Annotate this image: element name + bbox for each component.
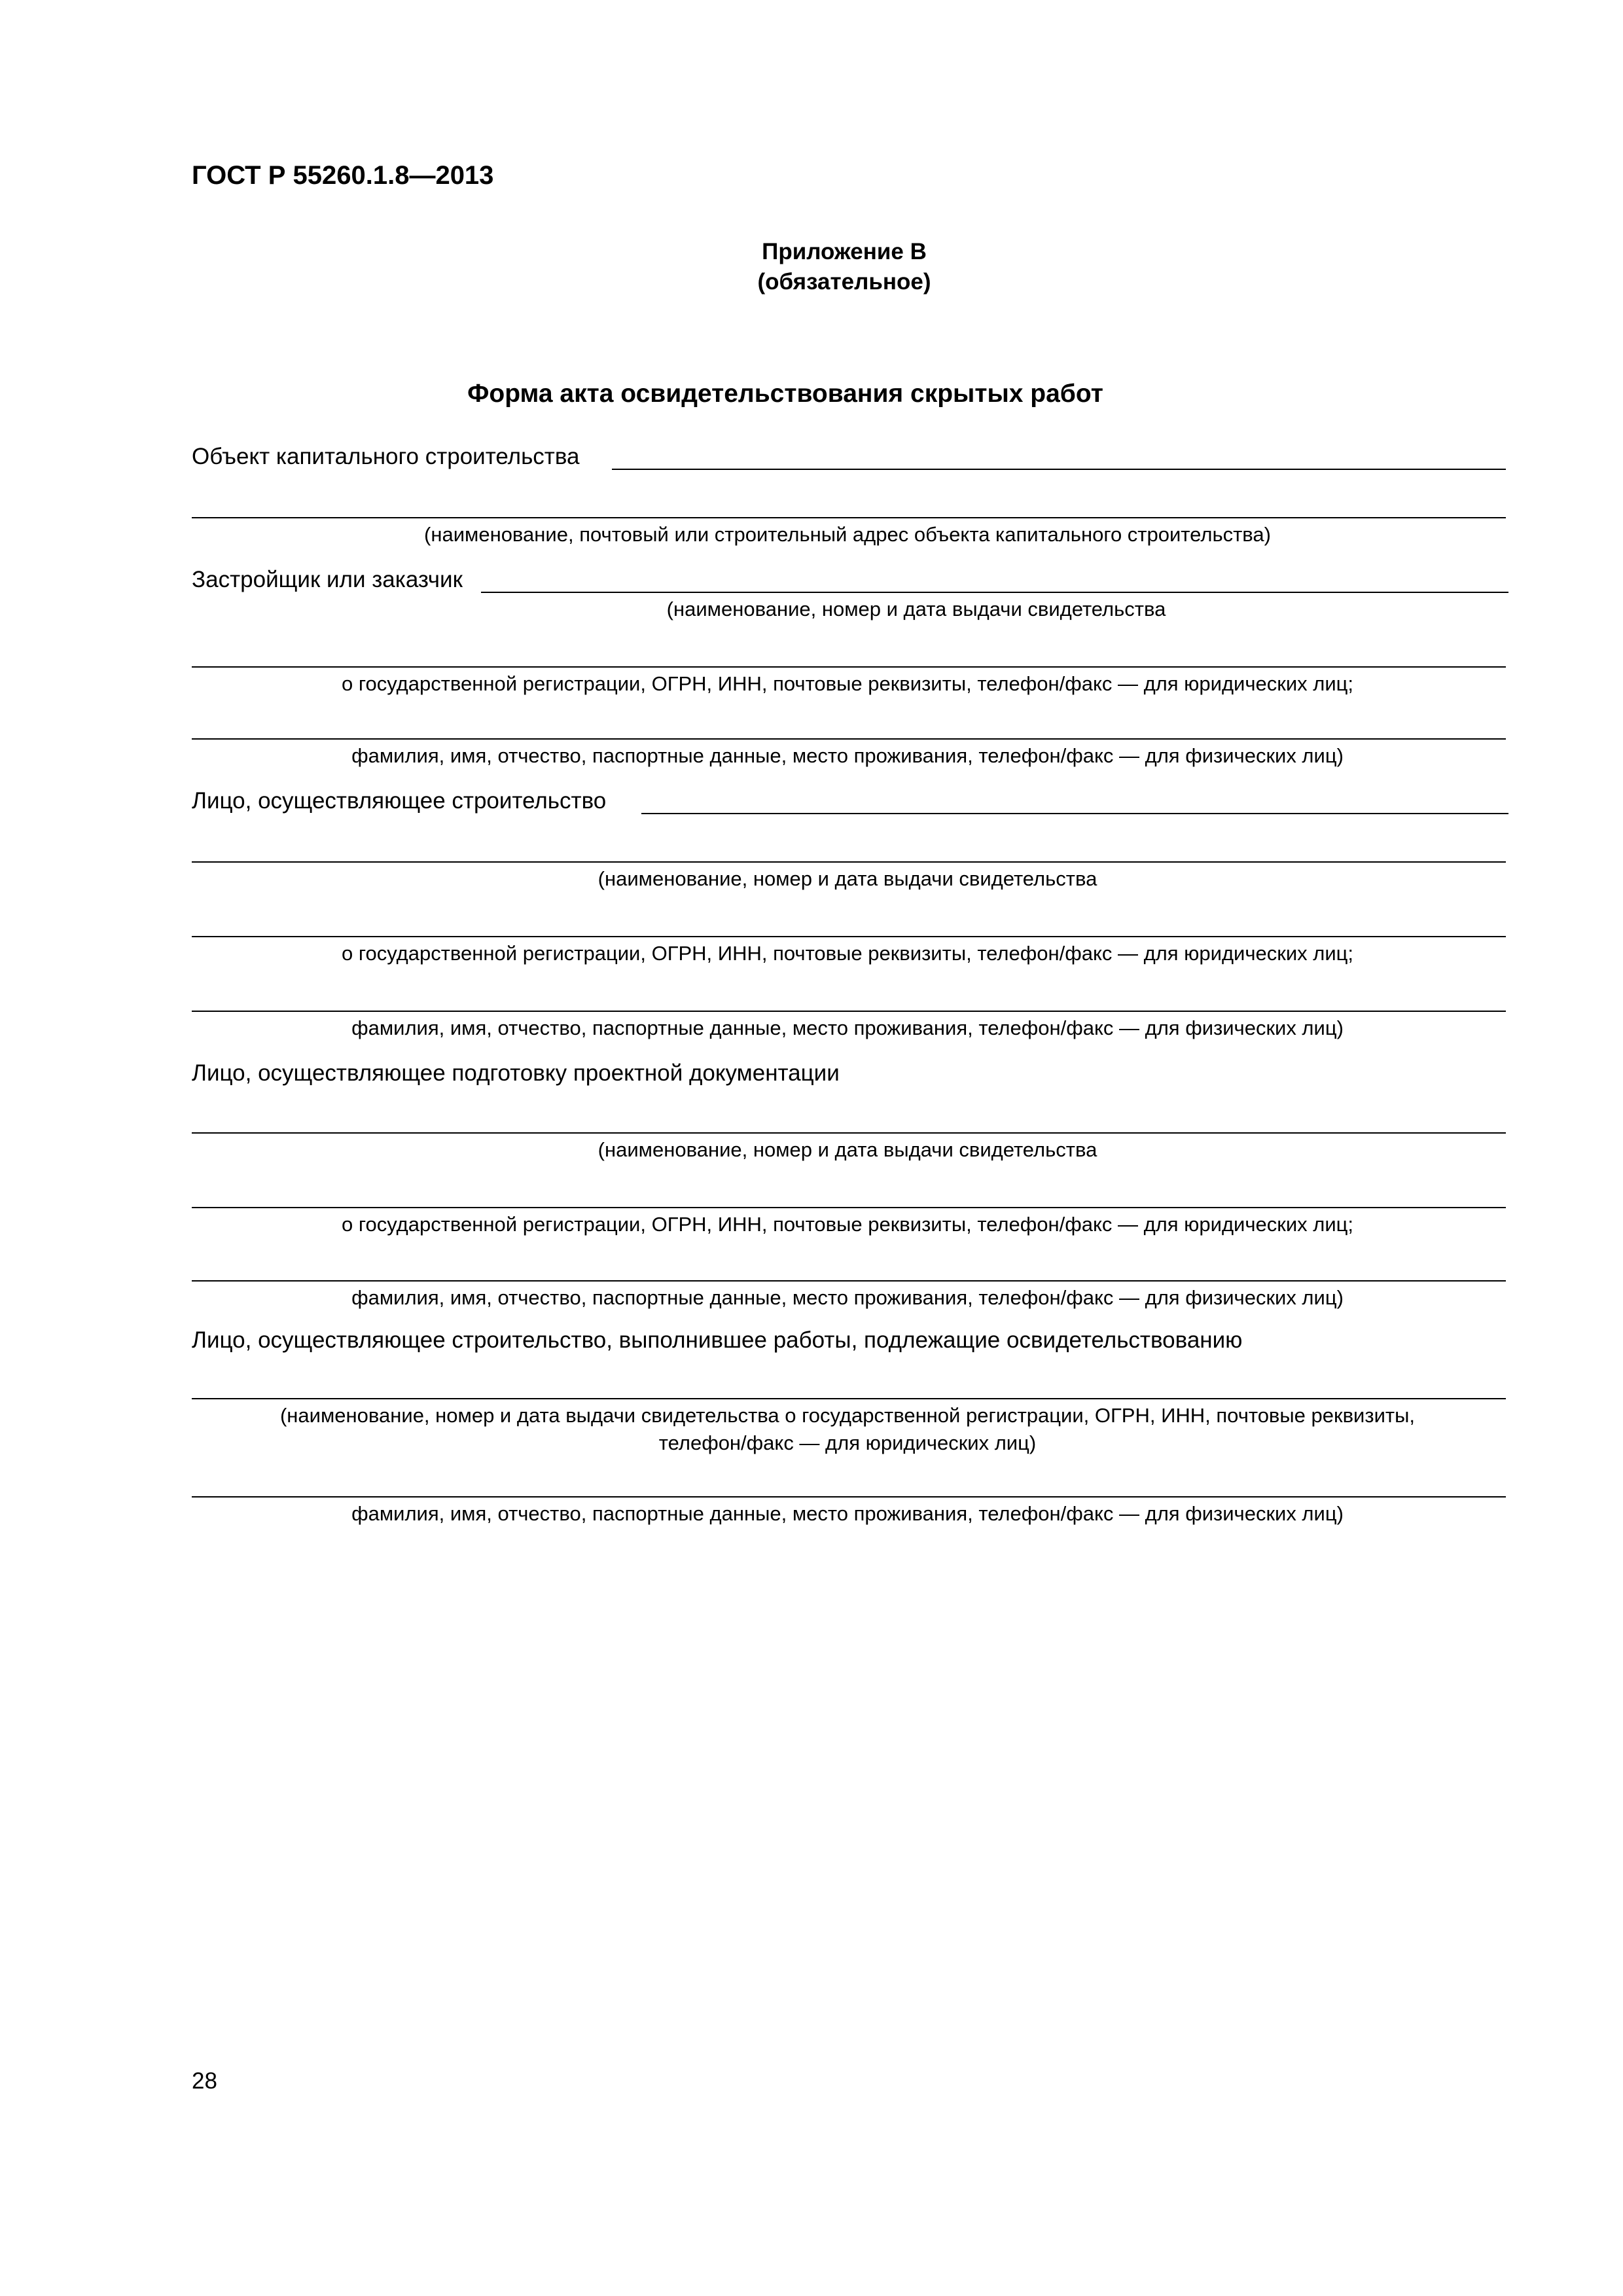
contractor-input-line-2[interactable] (192, 1496, 1506, 1498)
object-input-line-2[interactable] (192, 517, 1506, 518)
developer-input-line-2[interactable] (192, 666, 1506, 668)
designer-input-line-3[interactable] (192, 1280, 1506, 1282)
builder-label: Лицо, осуществляющее строительство (192, 788, 607, 814)
builder-input-line-3[interactable] (192, 936, 1506, 937)
object-label: Объект капитального строительства (192, 444, 580, 469)
contractor-label: Лицо, осуществляющее строительство, выполнившее работы, подлежащие освидетельствованию (192, 1327, 1243, 1353)
builder-caption-2: о государственной регистрации, ОГРН, ИНН, почтовые реквизиты, телефон/факс — для юридических лиц; (341, 942, 1354, 965)
page-number: 28 (192, 2068, 217, 2094)
developer-caption-3: фамилия, имя, отчество, паспортные данные, место проживания, телефон/факс — для физических лиц) (351, 744, 1344, 767)
appendix-heading (0, 237, 1623, 297)
designer-caption-1: (наименование, номер и дата выдачи свидетельства (597, 1138, 1097, 1161)
builder-input-line-2[interactable] (192, 861, 1506, 863)
appendix-title: Приложение В (762, 239, 927, 264)
designer-input-line[interactable] (192, 1132, 1506, 1134)
contractor-input-line[interactable] (192, 1398, 1506, 1399)
developer-input-line[interactable] (481, 592, 1508, 593)
developer-input-line-3[interactable] (192, 738, 1506, 740)
designer-caption-3: фамилия, имя, отчество, паспортные данные, место проживания, телефон/факс — для физических лиц) (351, 1286, 1344, 1309)
contractor-caption-1b: телефон/факс — для юридических лиц) (658, 1431, 1037, 1454)
builder-caption-3: фамилия, имя, отчество, паспортные данные, место проживания, телефон/факс — для физических лиц) (351, 1016, 1344, 1039)
appendix-status: (обязательное) (757, 269, 931, 295)
developer-caption-1: (наименование, номер и дата выдачи свидетельства (666, 598, 1166, 620)
developer-label: Застройщик или заказчик (192, 567, 463, 592)
designer-input-line-2[interactable] (192, 1207, 1506, 1208)
object-input-line[interactable] (612, 469, 1506, 470)
designer-label: Лицо, осуществляющее подготовку проектной документации (192, 1060, 840, 1086)
builder-input-line[interactable] (641, 813, 1508, 814)
contractor-caption-1 (192, 1402, 1503, 1457)
developer-caption-2: о государственной регистрации, ОГРН, ИНН, почтовые реквизиты, телефон/факс — для юридических лиц; (341, 672, 1354, 695)
contractor-caption-2: фамилия, имя, отчество, паспортные данные, место проживания, телефон/факс — для физических лиц) (351, 1502, 1344, 1525)
standard-code: ГОСТ Р 55260.1.8—2013 (192, 161, 494, 190)
contractor-caption-1a: (наименование, номер и дата выдачи свидетельства о государственной регистрации, ОГРН, ИНН, почтовые реквизиты, (279, 1404, 1415, 1427)
builder-caption-1: (наименование, номер и дата выдачи свидетельства (597, 867, 1097, 890)
builder-input-line-4[interactable] (192, 1011, 1506, 1012)
form-title: Форма акта освидетельствования скрытых работ (467, 380, 1103, 408)
designer-caption-2: о государственной регистрации, ОГРН, ИНН, почтовые реквизиты, телефон/факс — для юридических лиц; (341, 1213, 1354, 1236)
object-caption: (наименование, почтовый или строительный адрес объекта капитального строительства) (424, 523, 1271, 546)
